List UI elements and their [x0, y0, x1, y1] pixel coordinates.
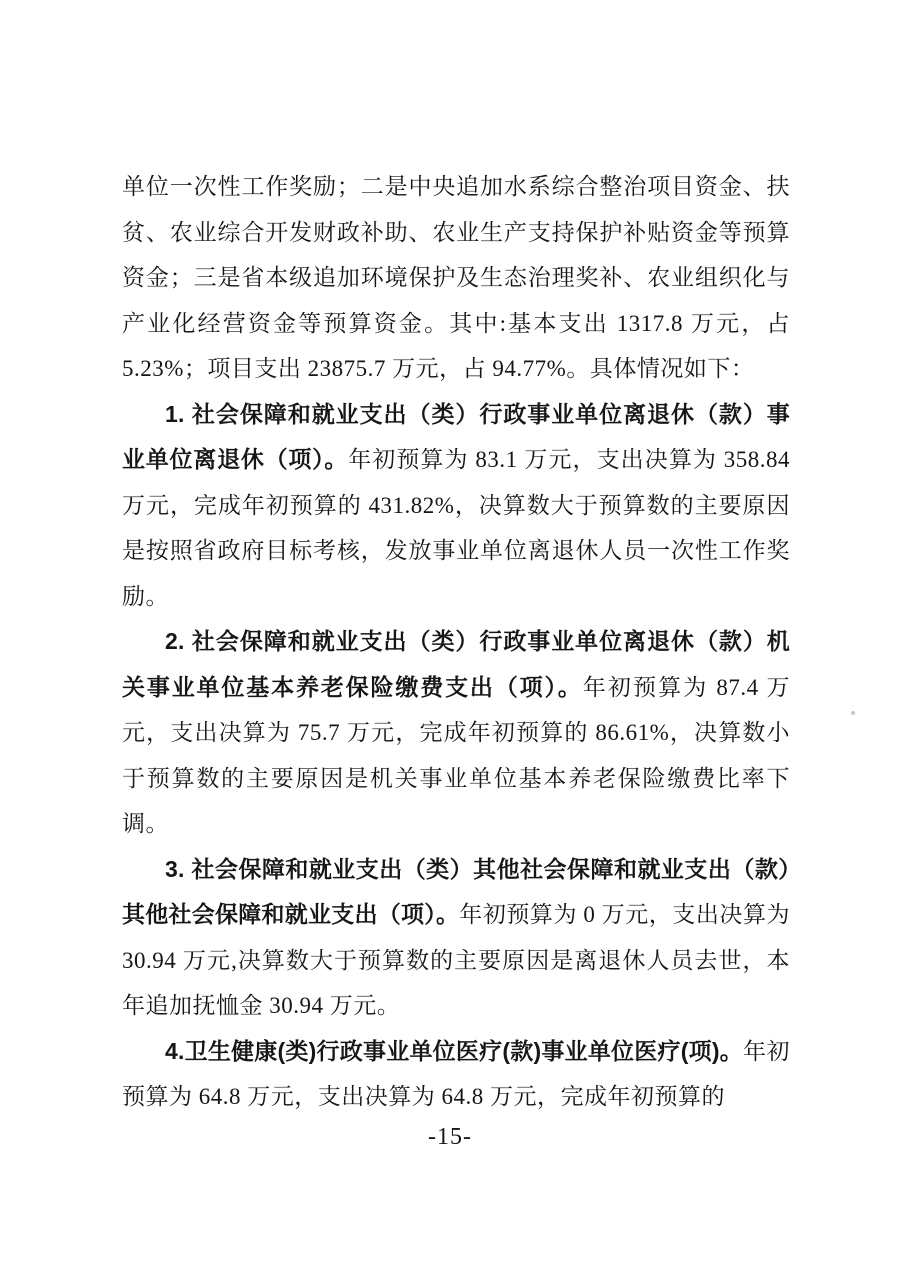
budget-item-3-text: 年初预算为 0 万元，支出决算为 30.94 万元,决算数大于预算数的主要原因是离退休人员去世，本年追加抚恤金 30.94 万元。 — [122, 902, 791, 1018]
budget-item-2-text: 年初预算为 87.4 万元，支出决算为 75.7 万元，完成年初预算的 86.61%，决算数小于预算数的主要原因是机关事业单位基本养老保险缴费比率下调。 — [122, 674, 790, 836]
budget-item-3-heading: 3. 社会保障和就业支出（类）其他社会保障和就业支出（款）其他社会保障和就业支出（项）。 — [122, 855, 790, 927]
budget-item-2 — [122, 619, 790, 847]
scan-artifact-speck — [851, 711, 855, 715]
budget-item-1-text: 年初预算为 83.1 万元，支出决算为 358.84 万元，完成年初预算的 431.82%，决算数大于预算数的主要原因是按照省政府目标考核，发放事业单位离退休人员一次性工作奖励。 — [122, 447, 791, 609]
document-text-block — [122, 164, 790, 1120]
budget-item-1-heading: 1. 社会保障和就业支出（类）行政事业单位离退休（款）事业单位离退休（项）。 — [122, 400, 790, 472]
budget-item-4 — [122, 1029, 790, 1120]
budget-item-3 — [122, 847, 790, 1029]
budget-item-4-text: 年初预算为 64.8 万元，支出决算为 64.8 万元，完成年初预算的 — [122, 1038, 790, 1109]
budget-item-1 — [122, 392, 790, 620]
budget-item-4-heading: 4.卫生健康(类)行政事业单位医疗(款)事业单位医疗(项)。 — [165, 1037, 743, 1064]
page-number: -15- — [428, 1124, 472, 1150]
budget-item-2-heading: 2. 社会保障和就业支出（类）行政事业单位离退休（款）机关事业单位基本养老保险缴费支出（项）。 — [122, 628, 790, 700]
paragraph-intro: 单位一次性工作奖励；二是中央追加水系综合整治项目资金、扶贫、农业综合开发财政补助、农业生产支持保护补贴资金等预算资金；三是省本级追加环境保护及生态治理奖补、农业组织化与产业化经营资金等预算资金。其中:基本支出 1317.8 万元，占5.23%；项目支出 23875.7 万元，占 94.77%。具体情况如下： — [122, 174, 790, 381]
